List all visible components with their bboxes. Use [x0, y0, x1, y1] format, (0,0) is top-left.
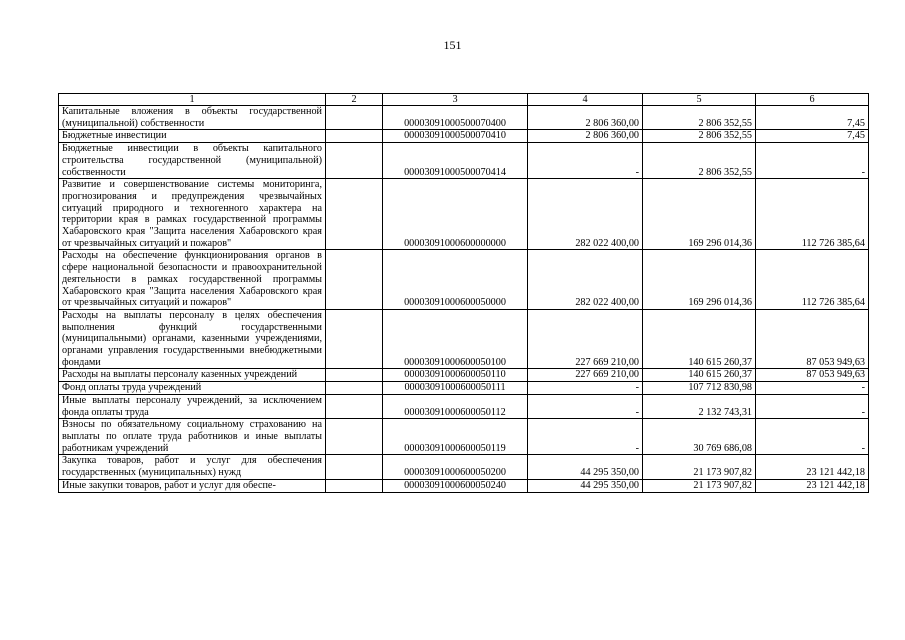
row-col6-cell: 87 053 949,63 — [756, 369, 869, 382]
table-row — [59, 143, 869, 179]
row-col4-cell: 2 806 360,00 — [528, 106, 643, 130]
table-header-row — [59, 94, 869, 106]
row-col6-cell: - — [756, 143, 869, 179]
row-col4-cell: 282 022 400,00 — [528, 250, 643, 310]
table-row — [59, 309, 869, 369]
row-col6-cell: 23 121 442,18 — [756, 479, 869, 492]
row-col4-cell: - — [528, 143, 643, 179]
row-name-cell: Бюджетные инвестиции в объекты капитального строительства государственной (муниципальной) собственности — [59, 143, 326, 179]
table-row — [59, 106, 869, 130]
row-col5-cell: 21 173 907,82 — [643, 479, 756, 492]
row-code-cell: 00003091000500070410 — [383, 130, 528, 143]
row-col4-cell: 227 669 210,00 — [528, 309, 643, 369]
row-col6-cell: 112 726 385,64 — [756, 179, 869, 250]
row-col5-cell: 2 806 352,55 — [643, 106, 756, 130]
row-name-cell: Иные закупки товаров, работ и услуг для обеспе- — [59, 479, 326, 492]
row-col4-cell: 227 669 210,00 — [528, 369, 643, 382]
row-col4-cell: 44 295 350,00 — [528, 479, 643, 492]
table-row — [59, 419, 869, 455]
column-header: 1 — [59, 94, 326, 106]
row-name-cell: Расходы на выплаты персоналу казенных учреждений — [59, 369, 326, 382]
page-number: 151 — [443, 38, 462, 52]
row-col2-cell — [326, 382, 383, 395]
row-col2-cell — [326, 394, 383, 418]
row-col6-cell: 87 053 949,63 — [756, 309, 869, 369]
row-name-cell: Расходы на обеспечение функционирования органов в сфере национальной безопасности и правоохранительной деятельности в рамках государственной программы Хабаровского края "Защита населения Хабаровского края от чрезвычайных ситуаций и пожаров" — [59, 250, 326, 310]
row-name-cell: Фонд оплаты труда учреждений — [59, 382, 326, 395]
column-header: 2 — [326, 94, 383, 106]
row-col4-cell: 282 022 400,00 — [528, 179, 643, 250]
row-code-cell: 00003091000600050240 — [383, 479, 528, 492]
budget-table — [58, 93, 869, 493]
column-header: 5 — [643, 94, 756, 106]
row-col4-cell: 2 806 360,00 — [528, 130, 643, 143]
table-row — [59, 479, 869, 492]
table-row — [59, 130, 869, 143]
row-col4-cell: - — [528, 419, 643, 455]
row-col5-cell: 169 296 014,36 — [643, 179, 756, 250]
row-code-cell: 00003091000600050100 — [383, 309, 528, 369]
table-row — [59, 369, 869, 382]
row-col6-cell: - — [756, 394, 869, 418]
row-col4-cell: - — [528, 394, 643, 418]
row-col5-cell: 169 296 014,36 — [643, 250, 756, 310]
row-col5-cell: 140 615 260,37 — [643, 369, 756, 382]
table-row — [59, 394, 869, 418]
row-col6-cell: 7,45 — [756, 130, 869, 143]
row-name-cell: Развитие и совершенствование системы мониторинга, прогнозирования и предупреждения чрезвычайных ситуаций природного и техногенного характера на территории края в рамках государственной программы Хабаровского края "Защита населения Хабаровского края от чрезвычайных ситуаций и пожаров" — [59, 179, 326, 250]
table-row — [59, 179, 869, 250]
column-header: 6 — [756, 94, 869, 106]
row-code-cell: 00003091000600050119 — [383, 419, 528, 455]
row-name-cell: Капитальные вложения в объекты государственной (муниципальной) собственности — [59, 106, 326, 130]
row-col2-cell — [326, 130, 383, 143]
row-col5-cell: 2 806 352,55 — [643, 143, 756, 179]
row-col5-cell: 2 132 743,31 — [643, 394, 756, 418]
row-col5-cell: 30 769 686,08 — [643, 419, 756, 455]
column-header: 3 — [383, 94, 528, 106]
row-col4-cell: - — [528, 382, 643, 395]
row-col5-cell: 21 173 907,82 — [643, 455, 756, 479]
row-col5-cell: 2 806 352,55 — [643, 130, 756, 143]
row-code-cell: 00003091000600050110 — [383, 369, 528, 382]
row-name-cell: Бюджетные инвестиции — [59, 130, 326, 143]
table-row — [59, 382, 869, 395]
row-col2-cell — [326, 479, 383, 492]
row-code-cell: 00003091000500070414 — [383, 143, 528, 179]
row-col2-cell — [326, 369, 383, 382]
row-col6-cell: 7,45 — [756, 106, 869, 130]
row-col6-cell: 112 726 385,64 — [756, 250, 869, 310]
row-col5-cell: 140 615 260,37 — [643, 309, 756, 369]
row-code-cell: 00003091000600000000 — [383, 179, 528, 250]
row-col2-cell — [326, 143, 383, 179]
row-code-cell: 00003091000600050000 — [383, 250, 528, 310]
row-col6-cell: - — [756, 382, 869, 395]
column-header: 4 — [528, 94, 643, 106]
row-col4-cell: 44 295 350,00 — [528, 455, 643, 479]
row-col2-cell — [326, 419, 383, 455]
row-code-cell: 00003091000600050111 — [383, 382, 528, 395]
row-name-cell: Иные выплаты персоналу учреждений, за исключением фонда оплаты труда — [59, 394, 326, 418]
row-col2-cell — [326, 455, 383, 479]
row-name-cell: Взносы по обязательному социальному страхованию на выплаты по оплате труда работников и иные выплаты работникам учреждений — [59, 419, 326, 455]
row-col5-cell: 107 712 830,98 — [643, 382, 756, 395]
row-col2-cell — [326, 106, 383, 130]
row-code-cell: 00003091000600050200 — [383, 455, 528, 479]
row-col6-cell: 23 121 442,18 — [756, 455, 869, 479]
table-row — [59, 250, 869, 310]
row-col6-cell: - — [756, 419, 869, 455]
row-name-cell: Закупка товаров, работ и услуг для обеспечения государственных (муниципальных) нужд — [59, 455, 326, 479]
row-col2-cell — [326, 179, 383, 250]
row-col2-cell — [326, 309, 383, 369]
row-col2-cell — [326, 250, 383, 310]
row-code-cell: 00003091000500070400 — [383, 106, 528, 130]
table-row — [59, 455, 869, 479]
row-name-cell: Расходы на выплаты персоналу в целях обеспечения выполнения функций государственными (муниципальными) органами, казенными учреждениями, органами управления государственными внебюджетными фондами — [59, 309, 326, 369]
row-code-cell: 00003091000600050112 — [383, 394, 528, 418]
